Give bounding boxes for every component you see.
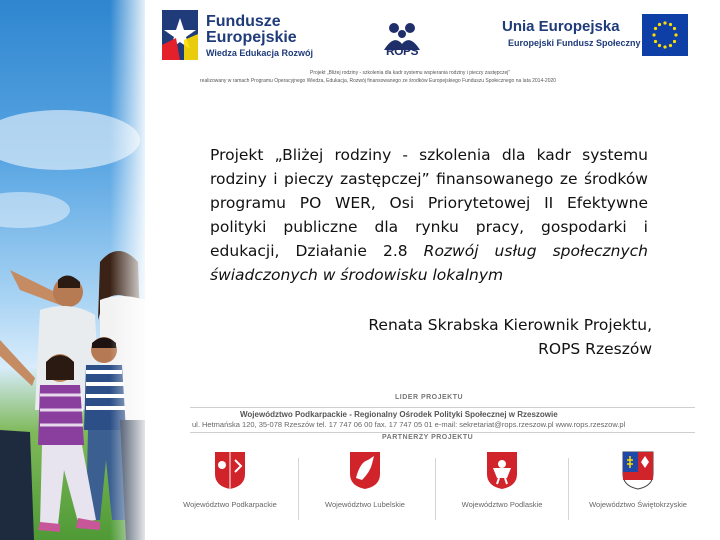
- photo-fade: [110, 0, 145, 540]
- partner-separator: [568, 458, 569, 520]
- partner-swietokrzyskie: [578, 450, 698, 509]
- header-project-line1: Projekt „Bliżej rodziny - szkolenia dla kadr systemu wspierania rodziny i pieczy zastępczej”: [310, 70, 511, 76]
- partner-name: Województwo Podkarpackie: [183, 500, 277, 509]
- rops-logo-label: ROPS: [385, 44, 418, 58]
- header-logos: [150, 0, 720, 100]
- author-block: [300, 313, 652, 361]
- lider-address: ul. Hetmańska 120, 35-078 Rzeszów tel. 17 747 06 00 fax. 17 747 05 01 e-mail: sekretariat@rops.rzeszow.pl www.rops.rzeszow.pl: [192, 420, 626, 429]
- partner-name: Województwo Podlaskie: [461, 500, 543, 509]
- family-photo: [0, 0, 145, 540]
- fe-logo-line1: Fundusze: [206, 13, 281, 30]
- fe-logo-subtitle: Wiedza Edukacja Rozwój: [206, 48, 313, 58]
- partner-lubelskie: [305, 450, 425, 509]
- partners-label: PARTNERZY PROJEKTU: [382, 434, 474, 441]
- author-name-role: Renata Skrabska Kierownik Projektu,: [368, 316, 652, 334]
- partner-podkarpackie: [170, 450, 290, 509]
- project-description-italic: Rozwój usług społecznych świadczonych w środowisku lokalnym: [210, 242, 648, 284]
- footer-divider: [190, 407, 695, 408]
- footer-divider: [190, 432, 695, 433]
- swietokrzyskie-crest-icon: [621, 450, 655, 490]
- lider-name: Województwo Podkarpackie - Regionalny Ośrodek Polityki Społecznej w Rzeszowie: [240, 410, 558, 419]
- header-project-line2: realizowany w ramach Programu Operacyjnego Wiedza, Edukacja, Rozwój finansowanego ze środków Europejskiego Funduszu Społecznego na lata 2014-2020: [200, 78, 557, 84]
- lider-label: LIDER PROJEKTU: [395, 394, 464, 401]
- fe-logo-line2: Europejskie: [206, 29, 297, 46]
- partner-name: Województwo Lubelskie: [325, 500, 405, 509]
- partner-separator: [298, 458, 299, 520]
- eu-flag-icon: [642, 14, 688, 56]
- eu-logo-title: Unia Europejska: [502, 18, 620, 35]
- project-description: [210, 143, 648, 287]
- partner-name: Województwo Świętokrzyskie: [589, 500, 687, 509]
- podkarpackie-crest-icon: [213, 450, 247, 490]
- footer: [150, 388, 720, 540]
- fe-star-icon: [162, 10, 198, 60]
- author-organization: ROPS Rzeszów: [538, 340, 652, 358]
- partner-separator: [435, 458, 436, 520]
- partner-podlaskie: [442, 450, 562, 509]
- podlaskie-crest-icon: [485, 450, 519, 490]
- rops-logo-icon: [372, 10, 432, 70]
- fe-logo-title: [206, 14, 297, 46]
- lubelskie-crest-icon: [348, 450, 382, 490]
- fundusze-europejskie-logo: [162, 10, 312, 65]
- eu-logo-subtitle: Europejski Fundusz Społeczny: [508, 38, 641, 48]
- project-description-text: Projekt „Bliżej rodziny - szkolenia dla kadr systemu rodziny i pieczy zastępczej” finansowanego ze środków programu PO WER, Osi Priorytetowej II Efektywne polityki publiczne dla rynku pracy, gospodarki i edukacji, Działanie 2.8: [210, 146, 648, 260]
